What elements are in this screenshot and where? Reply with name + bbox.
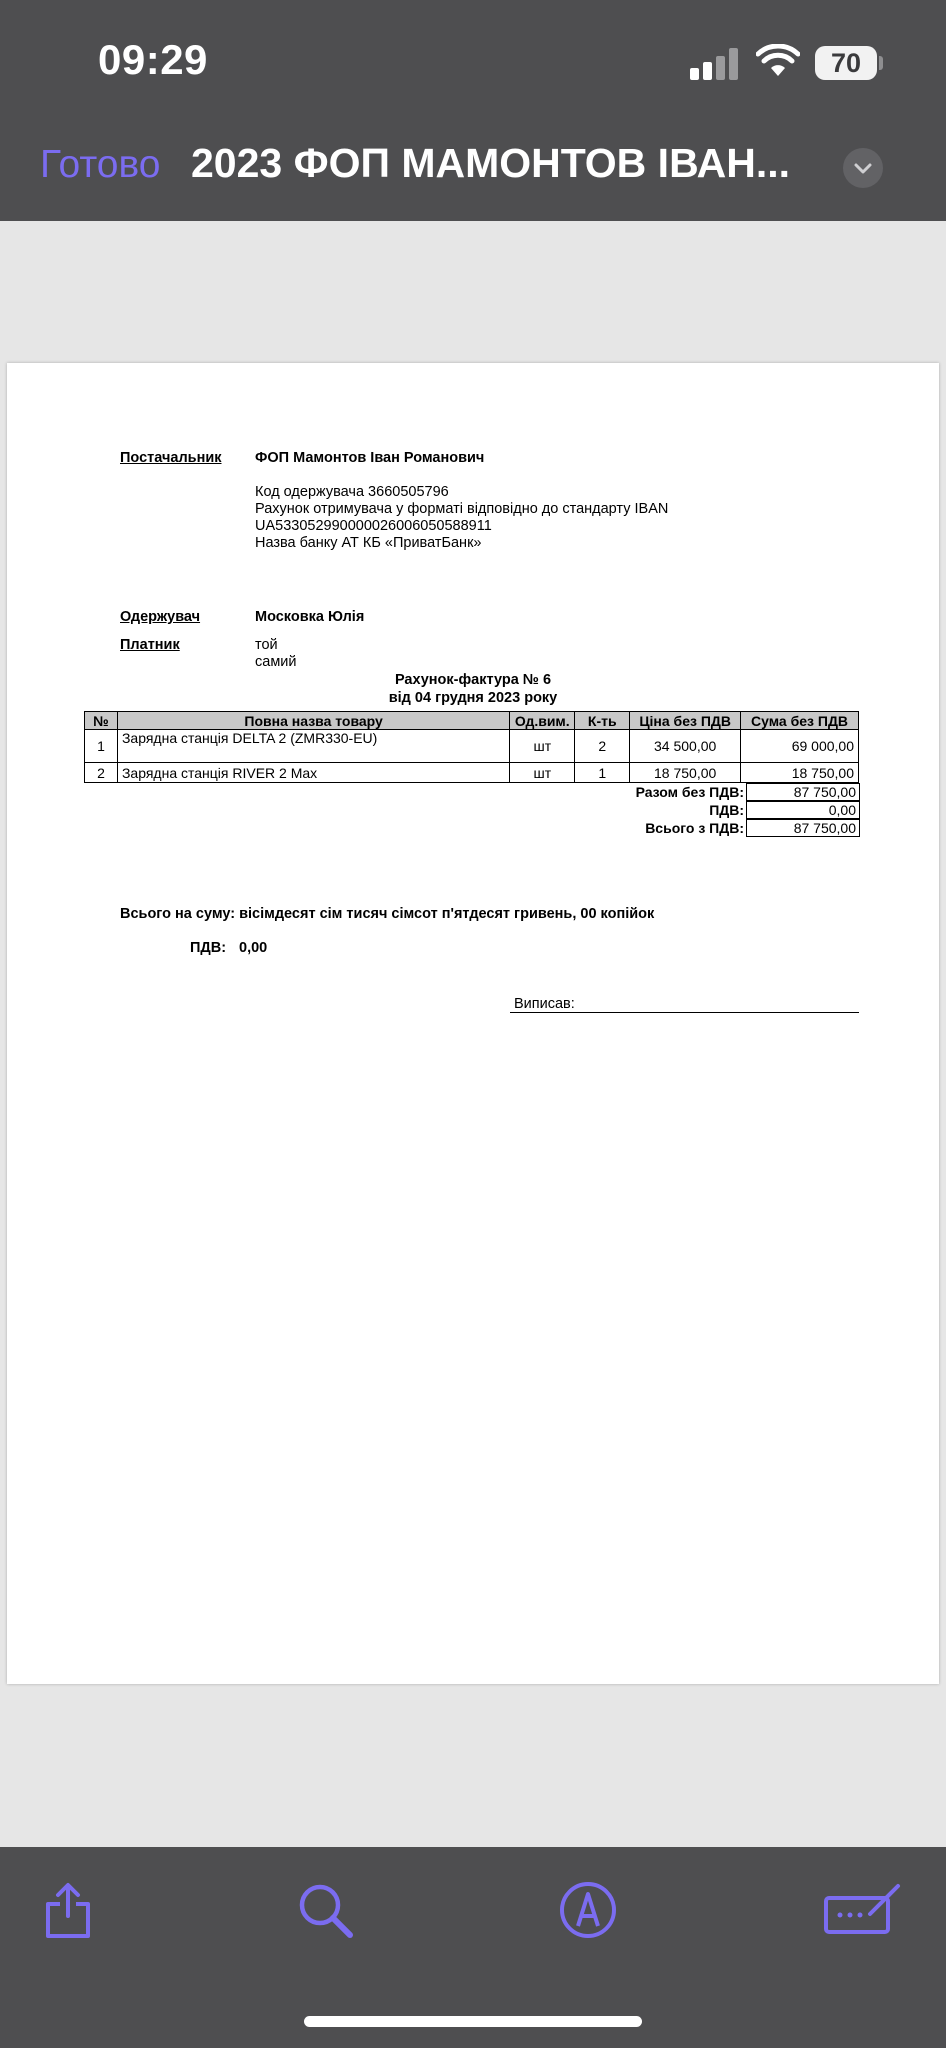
- cell-unit: шт: [510, 763, 575, 783]
- document-title[interactable]: 2023 ФОП МАМОНТОВ ІВАН...: [191, 140, 791, 186]
- payer-label: Платник: [120, 637, 180, 653]
- invoice-title: Рахунок-фактура № 6: [394, 672, 552, 688]
- battery-indicator: 70: [815, 46, 877, 80]
- totals-block: [507, 783, 860, 837]
- signed-by-label: Виписав:: [514, 996, 575, 1012]
- total-row-net: [507, 783, 860, 801]
- total-row-gross: [507, 819, 860, 837]
- supplier-label: Постачальник: [120, 450, 222, 466]
- payer-value: той: [255, 637, 278, 653]
- title-menu-button[interactable]: [843, 148, 883, 188]
- col-header: Повна назва товару: [117, 712, 509, 730]
- total-value: 87 750,00: [746, 819, 860, 837]
- battery-tip: [879, 56, 883, 70]
- cell-number: 2: [85, 763, 118, 783]
- sum-in-words: Всього на суму: вісімдесят сім тисяч сімсот п'ятдесят гривень, 00 копійок: [120, 906, 655, 922]
- markup-button[interactable]: [558, 1880, 618, 1940]
- payer-value: самий: [255, 654, 297, 670]
- signature-icon: [822, 1880, 902, 1940]
- share-icon: [38, 1880, 98, 1940]
- cell-unit: шт: [510, 730, 575, 763]
- total-value: 0,00: [746, 801, 860, 819]
- total-label: Всього з ПДВ:: [645, 820, 744, 836]
- signature-line: [510, 1012, 859, 1013]
- cell-quantity: 2: [575, 730, 630, 763]
- search-icon: [295, 1880, 355, 1940]
- cell-number: 1: [85, 730, 118, 763]
- cell-quantity: 1: [575, 763, 630, 783]
- signature-button[interactable]: [822, 1880, 902, 1940]
- invoice-date: від 04 грудня 2023 року: [388, 690, 558, 706]
- recipient-name: Московка Юлія: [255, 609, 365, 625]
- items-table: [84, 711, 859, 783]
- table-row: [85, 763, 859, 783]
- supplier-name: ФОП Мамонтов Іван Романович: [255, 450, 485, 466]
- vat-label: ПДВ:: [190, 940, 227, 956]
- total-label: ПДВ:: [709, 802, 744, 818]
- document-page: [7, 363, 939, 1684]
- col-header: Од.вим.: [510, 712, 575, 730]
- supplier-line: Назва банку АТ КБ «ПриватБанк»: [255, 535, 482, 551]
- col-header: Сума без ПДВ: [741, 712, 859, 730]
- total-label: Разом без ПДВ:: [635, 784, 744, 800]
- supplier-line: UA533052990000026006050588911: [255, 518, 492, 534]
- done-button[interactable]: Готово: [40, 143, 161, 186]
- cell-product-name: Зарядна станція RIVER 2 Max: [117, 763, 509, 783]
- col-header: Ціна без ПДВ: [630, 712, 741, 730]
- total-row-vat: [507, 801, 860, 819]
- col-header: К-ть: [575, 712, 630, 730]
- cell-sum: 18 750,00: [741, 763, 859, 783]
- markup-pen-icon: [558, 1880, 618, 1940]
- status-time: 09:29: [98, 36, 208, 83]
- table-row: [85, 730, 859, 763]
- supplier-line: Код одержувача 3660505796: [255, 484, 449, 500]
- share-button[interactable]: [38, 1880, 98, 1940]
- recipient-label: Одержувач: [120, 609, 201, 625]
- home-indicator[interactable]: [304, 2016, 642, 2027]
- table-header: [85, 712, 859, 730]
- cell-sum: 69 000,00: [741, 730, 859, 763]
- cellular-signal-icon: [690, 48, 740, 80]
- col-header: №: [85, 712, 118, 730]
- supplier-line: Рахунок отримувача у форматі відповідно до стандарту IBAN: [255, 501, 669, 517]
- search-button[interactable]: [295, 1880, 355, 1940]
- top-bar: [0, 0, 946, 221]
- vat-value: 0,00: [239, 940, 268, 956]
- cell-product-name: Зарядна станція DELTA 2 (ZMR330-EU): [117, 730, 509, 763]
- cell-price: 34 500,00: [630, 730, 741, 763]
- cell-price: 18 750,00: [630, 763, 741, 783]
- wifi-icon: [756, 44, 800, 78]
- total-value: 87 750,00: [746, 783, 860, 801]
- chevron-down-icon: [843, 148, 883, 188]
